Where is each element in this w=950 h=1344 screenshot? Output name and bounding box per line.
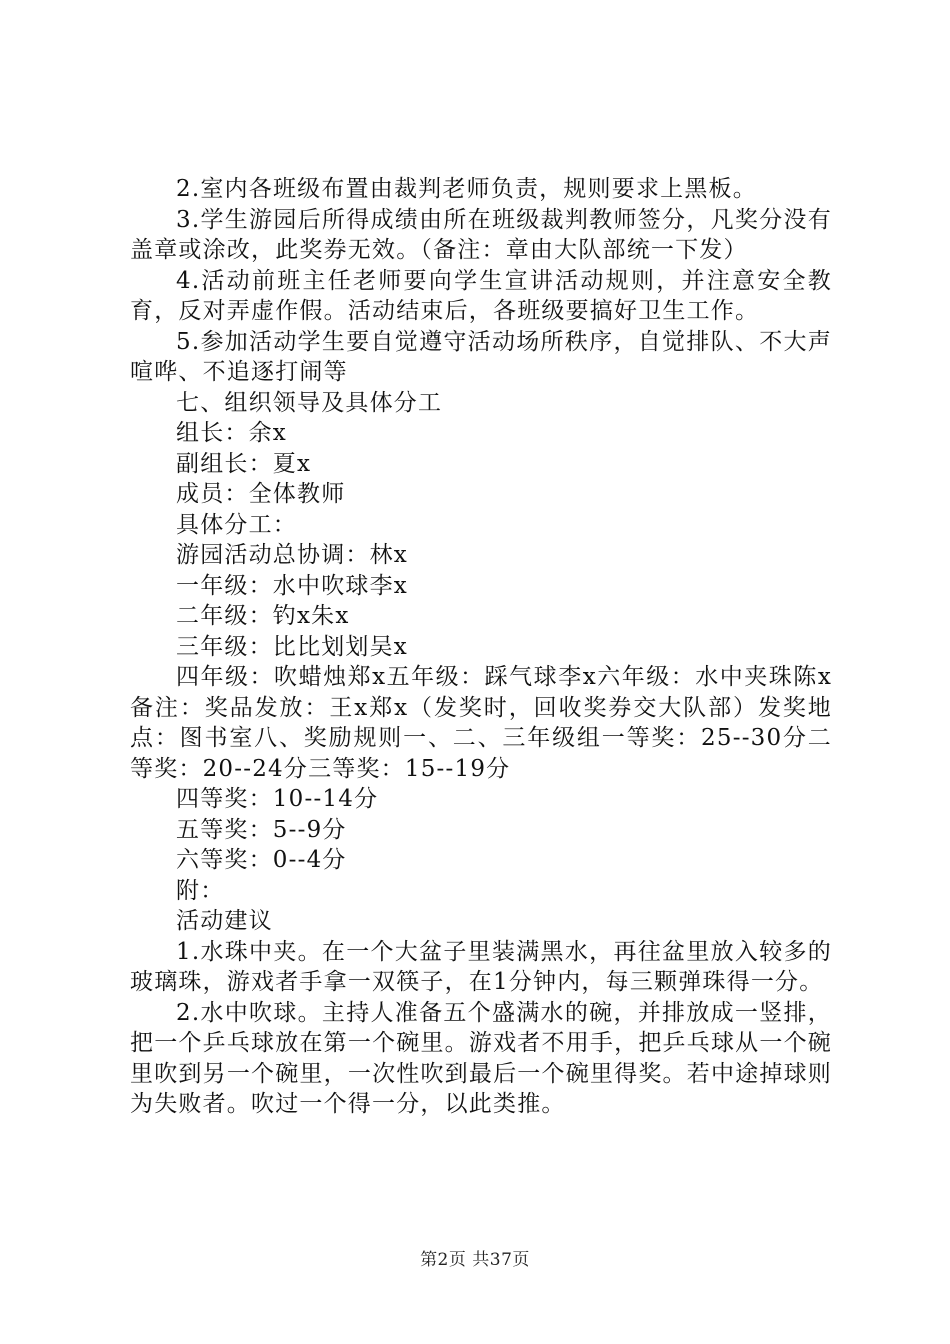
paragraph-suggestion-1: 1.水珠中夹。在一个大盆子里装满黑水，再往盆里放入较多的玻璃珠，游戏者手拿一双筷子，在1分钟内，每三颗弹珠得一分。 xyxy=(130,938,832,995)
paragraph-grades-4-6-and-awards: 四年级：吹蜡烛郑x五年级：踩气球李x六年级：水中夹珠陈x备注：奖品发放：王x郑x（发奖时，回收奖券交大队部）发奖地点：图书室八、奖励规则一、二、三年级组一等奖：25--30分二等奖：20--24分三等奖：15--19分 xyxy=(130,664,832,782)
paragraph-grade-2: 二年级：钓x朱x xyxy=(176,603,350,629)
paragraph-grade-3: 三年级：比比划划吴x xyxy=(176,633,408,660)
section-heading-organization: 七、组织领导及具体分工 xyxy=(176,389,443,416)
page-number-footer: 第2页 共37页 xyxy=(420,1250,530,1270)
paragraph-leader: 组长：余x xyxy=(176,420,287,446)
paragraph-members: 成员：全体教师 xyxy=(176,481,346,507)
paragraph-activity-suggestions: 活动建议 xyxy=(176,908,273,934)
paragraph-award-5: 五等奖：5--9分 xyxy=(176,816,347,843)
paragraph-coordinator: 游园活动总协调：林x xyxy=(176,542,408,568)
paragraph-deputy-leader: 副组长：夏x xyxy=(176,450,312,477)
paragraph-division-heading: 具体分工： xyxy=(176,511,297,538)
paragraph-suggestion-2: 2.水中吹球。主持人准备五个盛满水的碗，并排放成一竖排，把一个乒乓球放在第一个碗里。游戏者不用手，把乒乓球从一个碗里吹到另一个碗里，一次性吹到最后一个碗里得奖。若中途掉球则为失败者。吹过一个得一分，以此类推。 xyxy=(130,999,832,1117)
paragraph-award-4: 四等奖：10--14分 xyxy=(176,786,379,812)
document-body xyxy=(130,174,832,1120)
paragraph-rule-3: 3.学生游园后所得成绩由所在班级裁判教师签分，凡奖分没有盖章或涂改，此奖券无效。（备注：章由大队部统一下发） xyxy=(130,206,832,263)
paragraph-award-6: 六等奖：0--4分 xyxy=(176,847,347,873)
paragraph-rule-2: 2.室内各班级布置由裁判老师负责，规则要求上黑板。 xyxy=(176,176,757,202)
paragraph-rule-5: 5.参加活动学生要自觉遵守活动场所秩序，自觉排队、不大声喧哗、不追逐打闹等 xyxy=(130,328,832,385)
paragraph-rule-4: 4.活动前班主任老师要向学生宣讲活动规则，并注意安全教育，反对弄虚作假。活动结束后，各班级要搞好卫生工作。 xyxy=(130,267,832,324)
paragraph-appendix: 附： xyxy=(176,877,225,904)
paragraph-grade-1: 一年级：水中吹球李x xyxy=(176,572,408,599)
